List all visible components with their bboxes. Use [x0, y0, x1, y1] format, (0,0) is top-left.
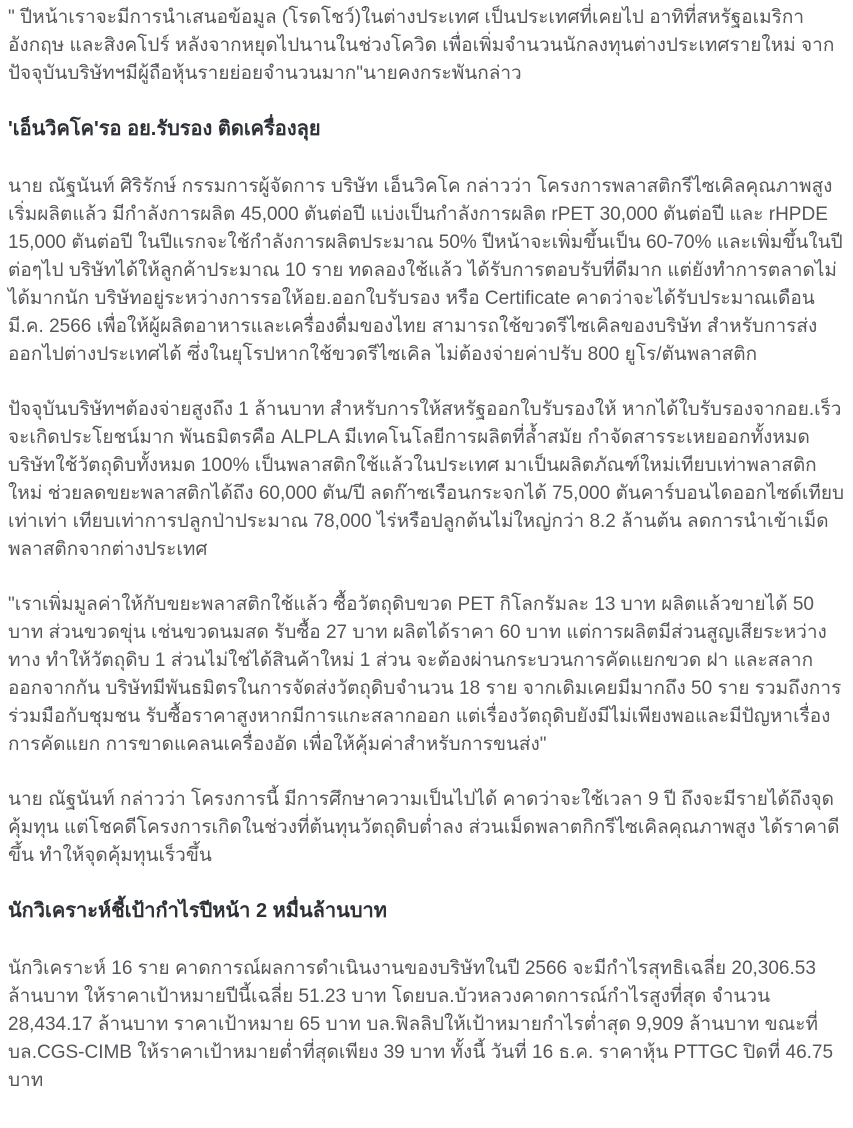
- paragraph-certification-benefits: ปัจจุบันบริษัทฯต้องจ่ายสูงถึง 1 ล้านบาท สำหรับการให้สหรัฐออกใบรับรองให้ หากได้ใบรับรองจากอย.เร็ว จะเกิดประโยชน์มาก พันธมิตรคือ ALPLA มีเทคโนโลยีการผลิตที่ล้ำสมัย กำจัดสารระเหยออกทั้งหมด บริษัทใช้วัตถุดิบทั้งหมด 100% เป็นพลาสติกใช้แล้วในประเทศ มาเป็นผลิตภัณฑ์ใหม่เทียบเท่าพลาสติกใหม่ ช่วยลดขยะพลาสติกได้ถึง 60,000 ตัน/ปี ลดก๊าซเรือนกระจกได้ 75,000 ตันคาร์บอนไดออกไซด์เทียบเท่าเท่า เทียบเท่าการปลูกป่าประมาณ 78,000 ไร่หรือปลูกต้นไม่ใหญ่กว่า 8.2 ล้านต้น ลดการนำเข้าเม็ดพลาสติกจากต่างประเทศ: [8, 399, 845, 560]
- section-heading-envicco: 'เอ็นวิคโค'รอ อย.รับรอง ติดเครื่องลุย: [8, 118, 321, 140]
- section-heading-analyst-target: นักวิเคราะห์ชี้เป้ากำไรปีหน้า 2 หมื่นล้านบาท: [8, 900, 387, 922]
- quote-paragraph-raw-material: "เราเพิ่มมูลค่าให้กับขยะพลาสติกใช้แล้ว ซื้อวัตถุดิบขวด PET กิโลกรัมละ 13 บาท ผลิตแล้วขายได้ 50 บาท ส่วนขวดขุ่น เช่นขวดนมสด รับซื้อ 27 บาท ผลิตได้ราคา 60 บาท แต่การผลิตมีส่วนสูญเสียระหว่างทาง ทำให้วัตถุดิบ 1 ส่วนไม่ใช่ได้สินค้าใหม่ 1 ส่วน จะต้องผ่านกระบวนการคัดแยกขวด ฝา และสลากออกจากกัน บริษัทมีพันธมิตรในการจัดส่งวัตถุดิบจำนวน 18 ราย จากเดิมเคยมีมากถึง 50 ราย รวมถึงการร่วมมือกับชุมชน รับซื้อราคาสูงหากมีการแกะสลากออก แต่เรื่องวัตถุดิบยังมีไม่เพียงพอและมีปัญหาเรื่องการคัดแยก การขาดแคลนเครื่องอัด เพื่อให้คุ้มค่าสำหรับการขนส่ง": [8, 594, 842, 755]
- paragraph-production-capacity: นาย ณัฐนันท์ ศิริรักษ์ กรรมการผู้จัดการ บริษัท เอ็นวิคโค กล่าวว่า โครงการพลาสติกรีไซเคิลคุณภาพสูงเริ่มผลิตแล้ว มีกำลังการผลิต 45,000 ตันต่อปี แบ่งเป็นกำลังการผลิต rPET 30,000 ตันต่อปี และ rHPDE 15,000 ตันต่อปี ในปีแรกจะใช้กำลังการผลิตประมาณ 50% ปีหน้าจะเพิ่มขึ้นเป็น 60-70% และเพิ่มขึ้นในปีต่อๆไป บริษัทได้ให้ลูกค้าประมาณ 10 ราย ทดลองใช้แล้ว ได้รับการตอบรับที่ดีมาก แต่ยังทำการตลาดไม่ได้มากนัก บริษัทอยู่ระหว่างการรอให้อย.ออกใบรับรอง หรือ Certificate คาดว่าจะได้รับประมาณเดือนมี.ค. 2566 เพื่อให้ผู้ผลิตอาหารและเครื่องดื่มของไทย สามารถใช้ขวดรีไซเคิลของบริษัท สำหรับการส่งออกไปต่างประเทศได้ ซึ่งในยุโรปหากใช้ขวดรีไซเคิล ไม่ต้องจ่ายค่าปรับ 800 ยูโร/ตันพลาสติก: [8, 176, 843, 365]
- paragraph-analyst-forecast: นักวิเคราะห์ 16 ราย คาดการณ์ผลการดำเนินงานของบริษัทในปี 2566 จะมีกำไรสุทธิเฉลี่ย 20,306.53 ล้านบาท ให้ราคาเป้าหมายปีนี้เฉลี่ย 51.23 บาท โดยบล.บัวหลวงคาดการณ์กำไรสูงที่สุด จำนวน 28,434.17 ล้านบาท ราคาเป้าหมาย 65 บาท บล.ฟิลลิปให้เป้าหมายกำไรต่ำสุด 9,909 ล้านบาท ขณะที่บล.CGS-CIMB ให้ราคาเป้าหมายต่ำที่สุดเพียง 39 บาท ทั้งนี้ วันที่ 16 ธ.ค. ราคาหุ้น PTTGC ปิดที่ 46.75 บาท: [8, 958, 834, 1091]
- quote-paragraph-roadshow: " ปีหน้าเราจะมีการนำเสนอข้อมูล (โรดโชว์)ในต่างประเทศ เป็นประเทศที่เคยไป อาทิที่สหรัฐอเมริกา อังกฤษ และสิงคโปร์ หลังจากหยุดไปนานในช่วงโควิด เพื่อเพิ่มจำนวนนักลงทุนต่างประเทศรายใหม่ จากปัจจุบันบริษัทฯมีผู้ถือหุ้นรายย่อยจำนวนมาก"นายคงกระพันกล่าว: [8, 7, 835, 84]
- paragraph-breakeven: นาย ณัฐนันท์ กล่าวว่า โครงการนี้ มีการศึกษาความเป็นไปได้ คาดว่าจะใช้เวลา 9 ปี ถึงจะมีรายได้ถึงจุดคุ้มทุน แต่โชคดีโครงการเกิดในช่วงที่ต้นทุนวัตถุดิบต่ำลง ส่วนเม็ดพลาตกิกรีไซเคิลคุณภาพสูง ได้ราคาดีขึ้น ทำให้จุดคุ้มทุนเร็วขึ้น: [8, 789, 840, 866]
